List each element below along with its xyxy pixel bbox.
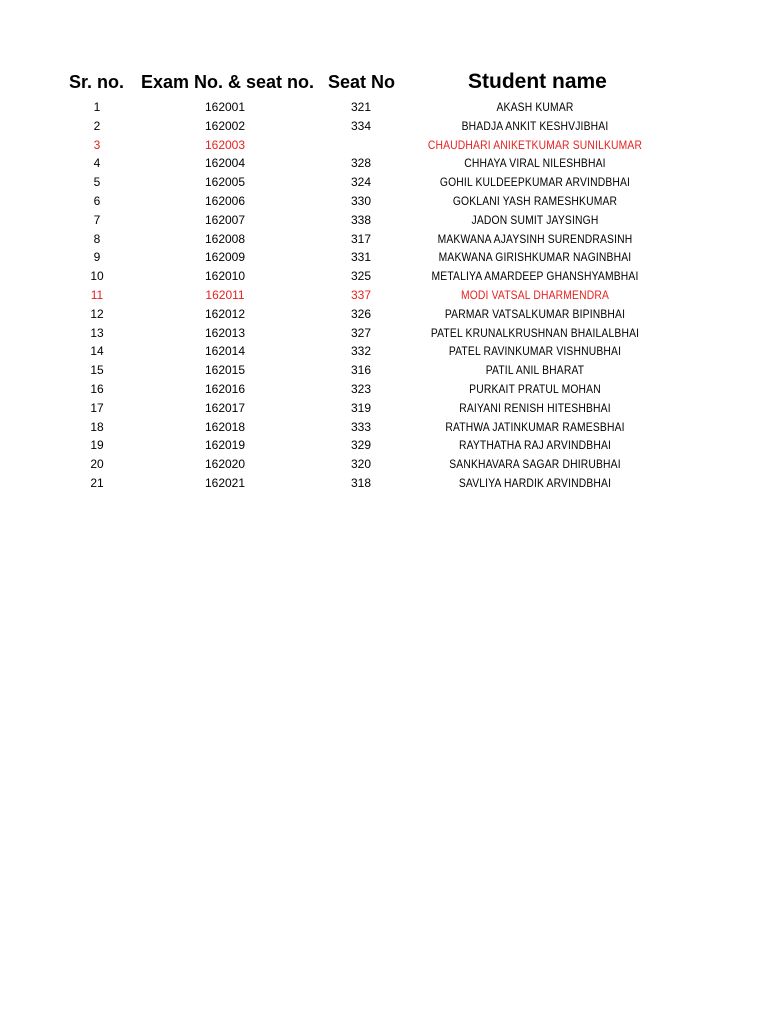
student-name-cell: PURKAIT PRATUL MOHAN — [469, 382, 601, 396]
seat-no-cell: 324 — [350, 175, 372, 190]
student-name-cell: PATEL RAVINKUMAR VISHNUBHAI — [448, 344, 622, 359]
student-name-cell: MODI VATSAL DHARMENDRA — [460, 288, 610, 302]
student-name-cell: MAKWANA GIRISHKUMAR NAGINBHAI — [438, 250, 632, 265]
sr-no-cell: 6 — [93, 194, 101, 208]
exam-no-cell: 162011 — [205, 288, 245, 302]
table-row — [0, 98, 768, 117]
student-name-cell: RAYTHATHA RAJ ARVINDBHAI — [458, 438, 612, 453]
exam-no-cell: 162006 — [204, 194, 246, 208]
seat-no-cell: 316 — [350, 363, 372, 378]
sr-no-cell: 3 — [93, 137, 101, 152]
student-name-cell: PARMAR VATSALKUMAR BIPINBHAI — [444, 306, 626, 321]
seat-no-cell: 334 — [350, 118, 372, 133]
table-row — [0, 418, 768, 437]
table-row — [0, 342, 768, 361]
table-row — [0, 192, 768, 211]
table-row — [0, 324, 768, 343]
student-name-cell: CHHAYA VIRAL NILESHBHAI — [464, 156, 606, 171]
seat-no-cell: 332 — [350, 344, 372, 359]
table-row — [0, 474, 768, 493]
seat-no-cell: 321 — [350, 100, 372, 114]
header-sr-no: Sr. no. — [69, 72, 125, 92]
table-row — [0, 211, 768, 230]
table-row — [0, 361, 768, 380]
seat-no-cell: 320 — [350, 457, 372, 472]
exam-no-cell: 162016 — [204, 382, 246, 396]
seat-no-cell: 337 — [350, 288, 372, 302]
exam-no-cell: 162019 — [204, 438, 246, 453]
seat-no-cell: 338 — [350, 212, 372, 227]
table-row — [0, 455, 768, 474]
table-row — [0, 230, 768, 249]
sr-no-cell: 9 — [93, 250, 101, 265]
student-name-cell: RAIYANI RENISH HITESHBHAI — [459, 400, 611, 415]
seat-no-cell: 323 — [350, 382, 372, 396]
student-name-cell: GOHIL KULDEEPKUMAR ARVINDBHAI — [439, 175, 631, 190]
student-name-cell: MAKWANA AJAYSINH SURENDRASINH — [437, 231, 633, 246]
header-seat-no: Seat No — [328, 72, 396, 92]
table-row — [0, 305, 768, 324]
seat-no-cell: 330 — [350, 194, 372, 208]
table-row — [0, 173, 768, 192]
exam-no-cell: 162017 — [204, 400, 246, 415]
exam-no-cell: 162020 — [204, 457, 246, 472]
seat-no-cell: 329 — [350, 438, 372, 453]
exam-no-cell: 162005 — [204, 175, 246, 190]
table-row — [0, 399, 768, 418]
sr-no-cell: 21 — [90, 476, 104, 490]
exam-no-cell: 162012 — [204, 306, 246, 321]
header-exam-no: Exam No. & seat no. — [141, 72, 315, 92]
student-name-cell: AKASH KUMAR — [496, 100, 574, 114]
seat-no-cell: 333 — [350, 419, 372, 434]
sr-no-cell: 11 — [90, 288, 104, 302]
seat-no-cell: 328 — [350, 156, 372, 171]
sr-no-cell: 15 — [90, 363, 104, 378]
sr-no-cell: 2 — [93, 118, 101, 133]
sr-no-cell: 14 — [90, 344, 104, 359]
sr-no-cell: 7 — [93, 212, 101, 227]
student-name-cell: SAVLIYA HARDIK ARVINDBHAI — [458, 476, 612, 490]
table-row — [0, 136, 768, 155]
exam-no-cell: 162001 — [204, 100, 246, 114]
seat-no-cell: 326 — [350, 306, 372, 321]
student-name-cell: METALIYA AMARDEEP GHANSHYAMBHAI — [431, 269, 639, 284]
sr-no-cell: 17 — [90, 400, 104, 415]
table-row — [0, 267, 768, 286]
table-row — [0, 436, 768, 455]
student-name-cell: RATHWA JATINKUMAR RAMESBHAI — [445, 419, 625, 434]
exam-no-cell: 162004 — [204, 156, 246, 171]
seat-no-cell: 327 — [350, 325, 372, 340]
sr-no-cell: 12 — [90, 306, 104, 321]
table-row — [0, 380, 768, 399]
table-row — [0, 117, 768, 136]
seat-no-cell: 318 — [350, 476, 372, 490]
exam-no-cell: 162003 — [204, 137, 246, 152]
header-student-name: Student name — [468, 70, 607, 93]
exam-no-cell: 162009 — [204, 250, 246, 265]
exam-no-cell: 162002 — [204, 118, 246, 133]
student-name-cell: SANKHAVARA SAGAR DHIRUBHAI — [449, 457, 621, 472]
exam-no-cell: 162013 — [204, 325, 246, 340]
exam-no-cell: 162018 — [204, 419, 246, 434]
exam-no-cell: 162014 — [204, 344, 246, 359]
sr-no-cell: 1 — [93, 100, 101, 114]
student-name-cell: JADON SUMIT JAYSINGH — [471, 212, 599, 227]
sr-no-cell: 13 — [90, 325, 104, 340]
sr-no-cell: 8 — [93, 231, 101, 246]
student-name-cell: PATEL KRUNALKRUSHNAN BHAILALBHAI — [430, 325, 640, 340]
exam-no-cell: 162007 — [204, 212, 246, 227]
table-row — [0, 286, 768, 305]
student-name-cell: CHAUDHARI ANIKETKUMAR SUNILKUMAR — [427, 137, 643, 152]
sr-no-cell: 16 — [90, 382, 104, 396]
sr-no-cell: 4 — [93, 156, 101, 171]
table-row — [0, 154, 768, 173]
student-name-cell: PATIL ANIL BHARAT — [485, 363, 585, 378]
seat-no-cell: 317 — [350, 231, 372, 246]
sr-no-cell: 18 — [90, 419, 104, 434]
student-name-cell: BHADJA ANKIT KESHVJIBHAI — [461, 118, 609, 133]
exam-no-cell: 162021 — [204, 476, 246, 490]
exam-no-cell: 162015 — [204, 363, 246, 378]
sr-no-cell: 20 — [90, 457, 104, 472]
sr-no-cell: 10 — [90, 269, 104, 284]
seat-no-cell: 325 — [350, 269, 372, 284]
sr-no-cell: 19 — [90, 438, 104, 453]
student-name-cell: GOKLANI YASH RAMESHKUMAR — [452, 194, 618, 208]
sr-no-cell: 5 — [93, 175, 101, 190]
table-row — [0, 248, 768, 267]
seat-no-cell: 319 — [350, 400, 372, 415]
exam-no-cell: 162010 — [204, 269, 246, 284]
exam-no-cell: 162008 — [204, 231, 246, 246]
seat-no-cell: 331 — [350, 250, 372, 265]
